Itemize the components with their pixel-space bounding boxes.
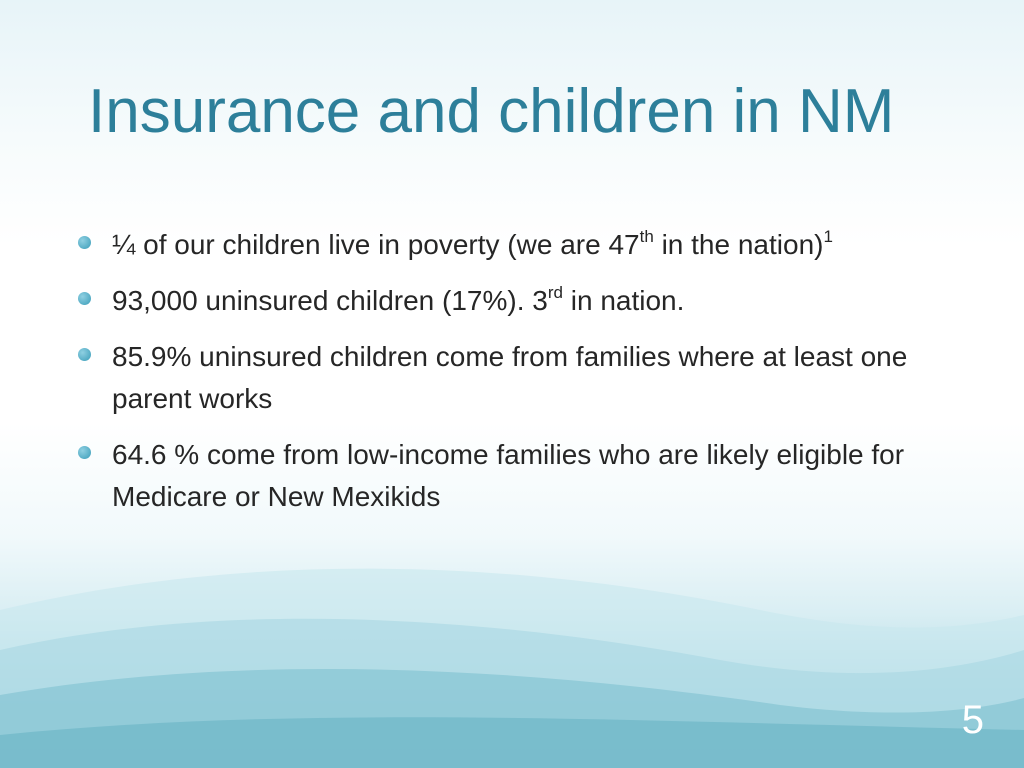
superscript: rd — [547, 283, 563, 302]
superscript: th — [639, 227, 654, 246]
bullet-item — [78, 336, 958, 420]
superscript: 1 — [823, 227, 833, 246]
bullet-text — [112, 229, 833, 260]
text-segment: ¼ of our children live in poverty (we are 47 — [112, 229, 640, 260]
text-segment: 64.6 % come from low-income families who are likely eligible for Medicare or New Mexikids — [112, 439, 905, 512]
text-segment: in the nation) — [653, 229, 824, 260]
text-segment: 93,000 uninsured children (17%). 3 — [112, 285, 548, 316]
slide-title: Insurance and children in NM — [88, 77, 895, 146]
bullet-item — [78, 224, 958, 266]
text-segment: 85.9% uninsured children come from families where at least one parent works — [112, 341, 908, 414]
bullet-item — [78, 280, 958, 322]
bullet-dot-icon — [78, 446, 91, 459]
bullet-text — [112, 439, 904, 512]
bullet-item — [78, 434, 958, 518]
text-segment: in nation. — [562, 285, 685, 316]
page-number: 5 — [961, 698, 984, 742]
background-waves — [0, 520, 1024, 768]
bullet-text — [112, 285, 684, 316]
bullet-dot-icon — [78, 348, 91, 361]
bullet-dot-icon — [78, 236, 91, 249]
bullet-text — [112, 341, 907, 414]
bullet-dot-icon — [78, 292, 91, 305]
bullet-list — [78, 224, 958, 532]
